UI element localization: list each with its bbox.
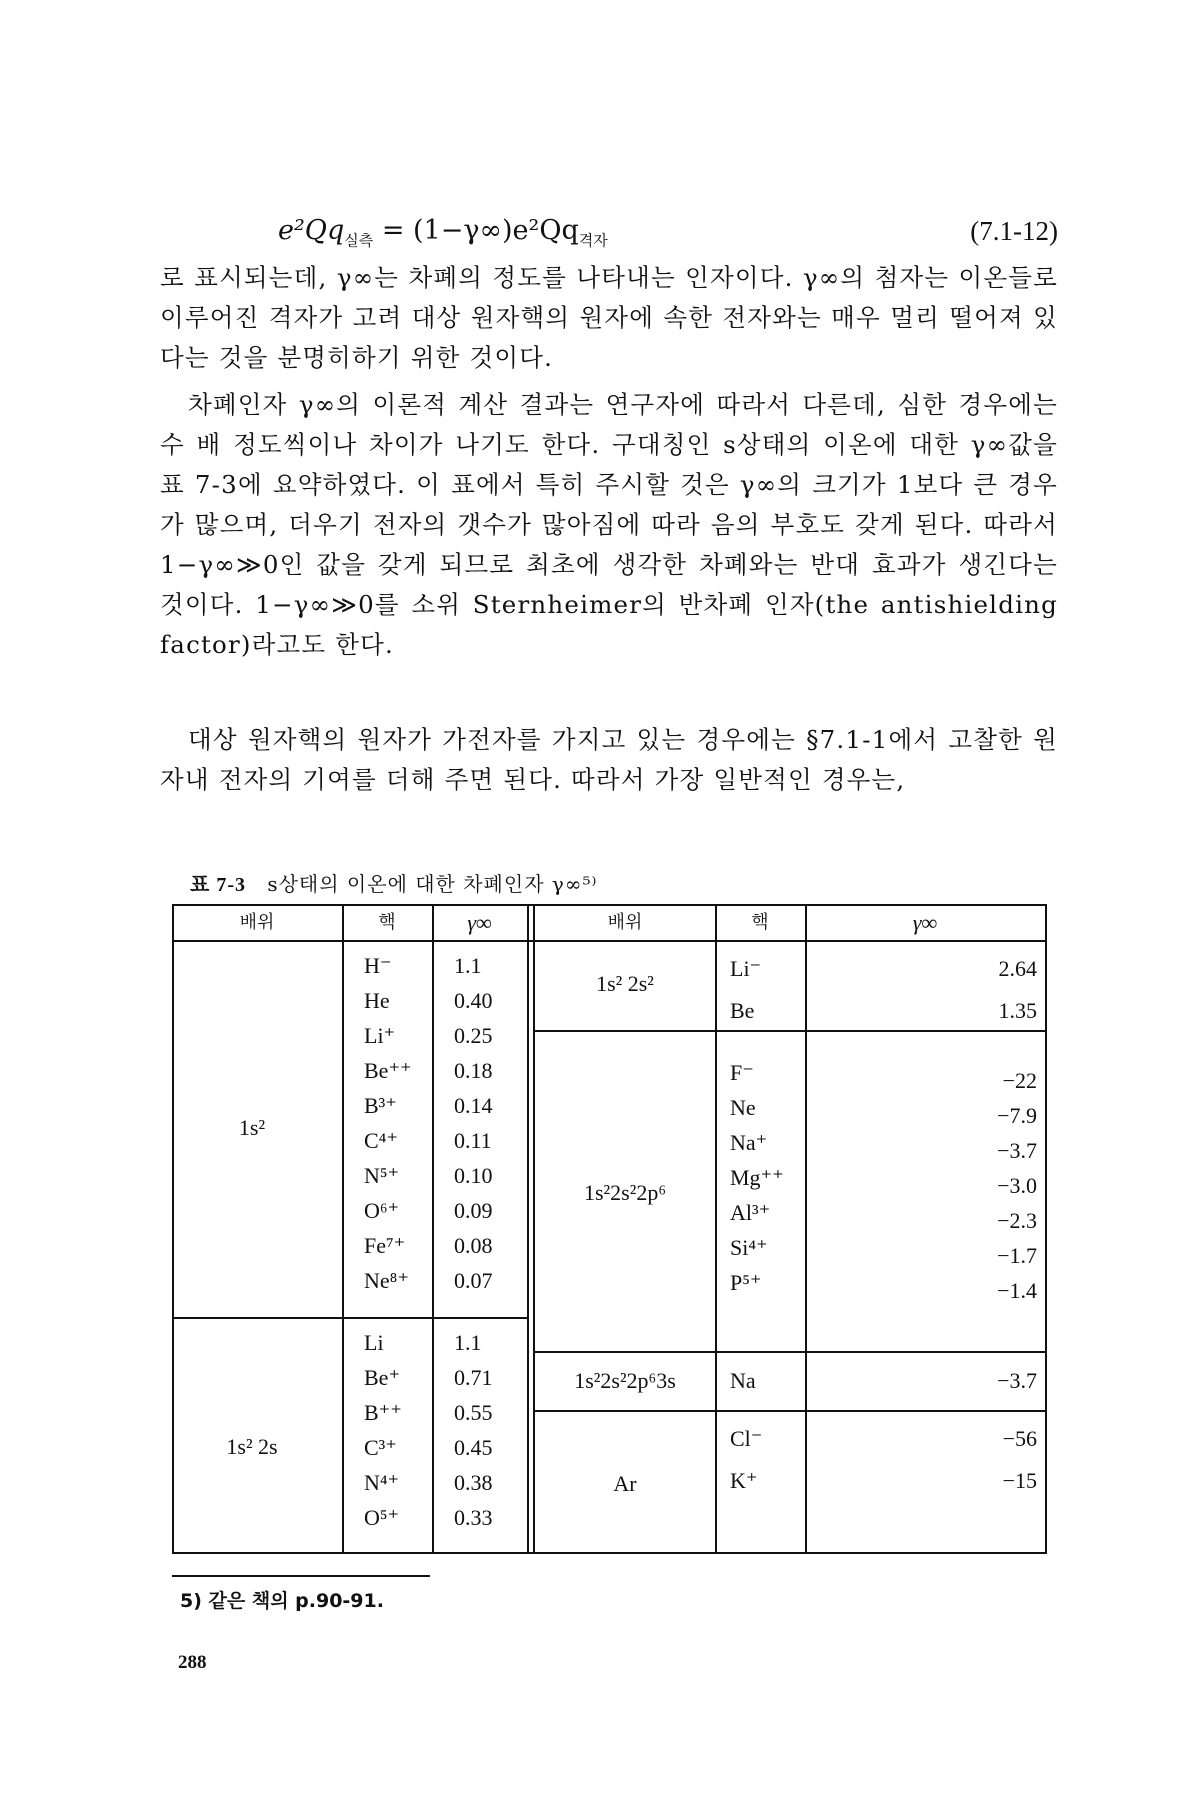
gamma-value: 0.33 [454,1505,493,1530]
nucleus: Be⁺ [364,1365,401,1390]
equation-rhs-subscript: 격자 [578,231,608,250]
nucleus: O⁵⁺ [364,1505,400,1530]
paragraph-1: 로 표시되는데, γ∞는 차폐의 정도를 나타내는 인자이다. γ∞의 첨자는 이온들로 이루어진 격자가 고려 대상 원자핵의 원자에 속한 전자와는 매우 멀리 떨어져 있다는 것을 분명히하기 위한 것이다. [160,263,1058,372]
gamma-value: 0.71 [454,1365,493,1390]
gamma-value: 0.07 [454,1268,493,1293]
paragraph-2: 차폐인자 γ∞의 이론적 계산 결과는 연구자에 따라서 다른데, 심한 경우에는 수 배 정도씩이나 차이가 나기도 한다. 구대칭인 s상태의 이온에 대한 γ∞값을 표 7-3에 요약하였다. 이 표에서 특히 주시할 것은 γ∞의 크기가 1보다 큰 경우가 많으며, 더우기 전자의 갯수가 많아짐에 따라 음의 부호도 갖게 된다. 따라서 1−γ∞≫0인 값을 갖게 되므로 최초에 생각한 차폐와는 반대 효과가 생긴다는 것이다. 1−γ∞≫0를 소위 Sternheimer의 반차폐 인자(the antishielding factor)라고도 한다. [160,390,1058,659]
equation-rhs: = (1−γ∞)e²Qq [381,215,579,246]
right-group-separator-3 [533,1410,1045,1412]
footnote-rule [172,1575,430,1577]
table-caption-text: s상태의 이온에 대한 차폐인자 γ∞⁵⁾ [267,872,598,896]
nucleus: Li⁺ [364,1023,396,1048]
nuclei-ar [730,1422,805,1499]
gamma-value: −2.3 [997,1208,1037,1233]
nucleus: C³⁺ [364,1435,397,1460]
nucleus: Cl⁻ [730,1426,763,1451]
equation-7-1-12 [278,214,1058,257]
nucleus: Ne [730,1095,756,1120]
values-1s2 [454,949,524,1299]
header-gamma-left: γ∞ [467,910,492,935]
nucleus: B³⁺ [364,1093,397,1118]
nuclei-1s2 [364,949,432,1299]
gamma-value: 0.09 [454,1198,493,1223]
nuclei-1s2-2s [364,1326,432,1536]
gamma-value: −7.9 [997,1103,1037,1128]
col-divider-2 [432,904,434,1552]
nuclei-1s2-2s2 [730,952,805,1029]
header-nucleus-left: 핵 [378,912,396,933]
gamma-value: 0.08 [454,1233,493,1258]
gamma-value: 0.10 [454,1163,493,1188]
config-1s2-2s2-2p6-3s: 1s²2s²2p⁶3s [574,1368,676,1393]
nucleus: He [364,988,390,1013]
page-number: 288 [178,1652,207,1673]
gamma-value: 1.1 [454,1330,482,1355]
nucleus: O⁶⁺ [364,1198,400,1223]
config-1s2: 1s² [238,1115,266,1140]
header-rule [172,940,1047,942]
nucleus: C⁴⁺ [364,1128,398,1153]
values-1s2-2s [454,1326,524,1536]
gamma-value: −1.4 [997,1278,1037,1303]
shielding-factor-table [172,904,1047,1554]
gamma-value: 0.14 [454,1093,493,1118]
header-config-right: 배위 [607,912,643,933]
nucleus: Mg⁺⁺ [730,1165,784,1190]
col-divider-1 [342,904,344,1552]
nucleus: Be⁺⁺ [364,1058,412,1083]
gamma-value: 0.18 [454,1058,493,1083]
gamma-value: −3.7 [997,1368,1037,1393]
gamma-value: 2.64 [998,956,1037,981]
nucleus: Be [730,998,755,1023]
nucleus: N⁵⁺ [364,1163,400,1188]
values-1s2-2s2-2p6 [805,1064,1037,1309]
nucleus: H⁻ [364,953,392,978]
nucleus: N⁴⁺ [364,1470,400,1495]
config-ar: Ar [613,1471,637,1496]
gamma-value: 0.11 [454,1128,492,1153]
config-1s2-2s2-2p6: 1s²2s²2p⁶ [584,1180,666,1205]
config-1s2-2s2: 1s² 2s² [596,971,654,996]
left-group-separator [172,1317,527,1319]
nucleus: Li [364,1330,384,1355]
nucleus: Li⁻ [730,956,762,981]
nucleus: B⁺⁺ [364,1400,402,1425]
nucleus: Fe⁷⁺ [364,1233,406,1258]
nuclei-1s2-2s2-2p6 [730,1056,805,1301]
values-ar [805,1422,1037,1499]
gamma-value: −22 [1002,1068,1037,1093]
nucleus: Al³⁺ [730,1200,771,1225]
col-divider-3b [533,904,535,1552]
nucleus: K⁺ [730,1468,758,1493]
config-1s2-2s: 1s² 2s [226,1434,278,1459]
gamma-value: 1.35 [998,998,1037,1023]
header-config-left: 배위 [239,912,275,933]
gamma-value: 1.1 [454,953,482,978]
gamma-value: −15 [1002,1468,1037,1493]
footnote: 5) 같은 책의 p.90-91. [180,1590,384,1612]
gamma-value: 0.55 [454,1400,493,1425]
equation-lhs: e²Qq [278,215,345,246]
nucleus: P⁵⁺ [730,1270,762,1295]
paragraph-3: 대상 원자핵의 원자가 가전자를 가지고 있는 경우에는 §7.1-1에서 고찰한 원자내 전자의 기여를 더해 주면 된다. 따라서 가장 일반적인 경우는, [160,725,1058,794]
table-caption [190,868,597,897]
header-nucleus-right: 핵 [751,912,769,933]
gamma-value: −3.7 [997,1138,1037,1163]
equation-lhs-subscript: 실측 [344,231,374,250]
nucleus: Na⁺ [730,1130,768,1155]
nucleus: F⁻ [730,1060,754,1085]
col-divider-3a [527,904,529,1552]
equation-number: (7.1-12) [970,216,1058,246]
gamma-value: −3.0 [997,1173,1037,1198]
gamma-value: 0.40 [454,988,493,1013]
header-gamma-right: γ∞ [912,910,938,935]
table-caption-label: 표 7-3 [190,874,246,896]
right-group-separator-2 [533,1351,1045,1353]
values-1s2-2s2 [805,952,1037,1029]
table-right-border [1045,904,1047,1554]
gamma-value: 0.45 [454,1435,493,1460]
table-bottom-border [172,1552,1047,1554]
nucleus: Si⁴⁺ [730,1235,768,1260]
nucleus: Ne⁸⁺ [364,1268,409,1293]
nucleus: Na [730,1368,756,1393]
col-divider-4 [715,904,717,1552]
gamma-value: 0.25 [454,1023,493,1048]
gamma-value: 0.38 [454,1470,493,1495]
right-group-separator-1 [533,1030,1045,1032]
gamma-value: −1.7 [997,1243,1037,1268]
gamma-value: −56 [1002,1426,1037,1451]
